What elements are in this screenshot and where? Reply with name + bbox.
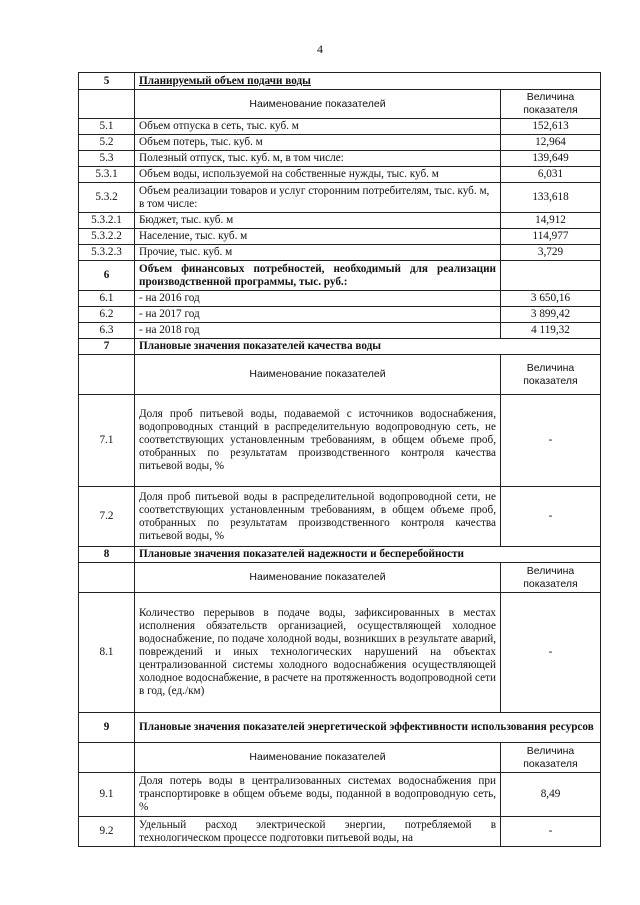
row-name: Доля потерь воды в централизованных системах водоснабжения при транспортировке в общем объеме воды, поданной в водопроводную сеть, % (135, 773, 501, 817)
row-value: 133,618 (501, 183, 601, 213)
table-row (79, 119, 601, 135)
indicators-table (78, 72, 601, 847)
header-name: Наименование показателей (135, 355, 501, 395)
row-number: 5.3 (79, 151, 135, 167)
table-row (79, 487, 601, 547)
header-row (79, 90, 601, 119)
row-value: 3 899,42 (501, 307, 601, 323)
section-title: Планируемый объем подачи воды (135, 73, 601, 90)
table-row (79, 245, 601, 261)
section-number: 5 (79, 73, 135, 90)
header-name: Наименование показателей (135, 563, 501, 593)
header-row (79, 563, 601, 593)
row-name: Прочие, тыс. куб. м (135, 245, 501, 261)
row-value: 8,49 (501, 773, 601, 817)
row-value: 3 650,16 (501, 291, 601, 307)
row-number: 6.2 (79, 307, 135, 323)
row-number: 8.1 (79, 593, 135, 713)
row-number: 5.3.2.3 (79, 245, 135, 261)
section-row (79, 73, 601, 90)
row-name: Количество перерывов в подаче воды, зафиксированных в местах исполнения обязательств организацией, осуществляющей холодное водоснабжение, по подаче холодной воды, возникших в результате аварий, повреждений и иных технологических нарушений на объектах централизованной системы холодного водоснабжения осуществляющей холодное водоснабжение, в расчете на протяженность водопроводной сети в год, (ед./км) (135, 593, 501, 713)
section-number: 7 (79, 339, 135, 355)
row-value: 139,649 (501, 151, 601, 167)
row-name: Бюджет, тыс. куб. м (135, 213, 501, 229)
row-name: Объем отпуска в сеть, тыс. куб. м (135, 119, 501, 135)
table-row (79, 307, 601, 323)
header-value: Величина показателя (501, 355, 601, 395)
row-value: - (501, 395, 601, 487)
page-number: 4 (317, 42, 323, 56)
table-row (79, 151, 601, 167)
section-title: Объем финансовых потребностей, необходимый для реализации производственной программы, тыс. руб.: (135, 261, 501, 291)
header-value: Величина показателя (501, 563, 601, 593)
row-value: - (501, 487, 601, 547)
row-value: 4 119,32 (501, 323, 601, 339)
row-value: 114,977 (501, 229, 601, 245)
table-row (79, 213, 601, 229)
table-row (79, 135, 601, 151)
table-row (79, 183, 601, 213)
header-empty-cell (79, 563, 135, 593)
row-name: Удельный расход электрической энергии, потребляемой в технологическом процессе подготовки питьевой воды, на (135, 817, 501, 847)
row-name: Доля проб питьевой воды, подаваемой с источников водоснабжения, водопроводных станций в распределительную водопроводную сеть, не соответствующих установленным требованиям, в общем объеме проб, отобранных по результатам производственного контроля качества питьевой воды, % (135, 395, 501, 487)
table-row (79, 291, 601, 307)
header-empty-cell (79, 355, 135, 395)
row-value: - (501, 817, 601, 847)
table-row (79, 167, 601, 183)
row-number: 6.3 (79, 323, 135, 339)
row-name: - на 2017 год (135, 307, 501, 323)
row-value: 12,964 (501, 135, 601, 151)
section-number: 6 (79, 261, 135, 291)
row-value: - (501, 593, 601, 713)
section-row (79, 547, 601, 563)
header-name: Наименование показателей (135, 743, 501, 773)
header-row (79, 743, 601, 773)
row-number: 5.3.2.1 (79, 213, 135, 229)
section-number: 9 (79, 713, 135, 743)
header-value: Величина показателя (501, 90, 601, 119)
table-row (79, 395, 601, 487)
row-number: 9.2 (79, 817, 135, 847)
row-name: - на 2016 год (135, 291, 501, 307)
row-name: - на 2018 год (135, 323, 501, 339)
table-row (79, 323, 601, 339)
row-number: 5.1 (79, 119, 135, 135)
row-number: 5.3.1 (79, 167, 135, 183)
table-row (79, 229, 601, 245)
row-name: Объем воды, используемой на собственные нужды, тыс. куб. м (135, 167, 501, 183)
header-value: Величина показателя (501, 743, 601, 773)
row-value: 6,031 (501, 167, 601, 183)
row-name: Доля проб питьевой воды в распределительной водопроводной сети, не соответствующих установленным требованиям, в общем объеме проб, отобранных по результатам производственного контроля качества питьевой воды, % (135, 487, 501, 547)
table-row (79, 817, 601, 847)
table-row (79, 773, 601, 817)
row-number: 9.1 (79, 773, 135, 817)
section-title: Плановые значения показателей энергетической эффективности использования ресурсов (135, 713, 601, 743)
row-number: 5.3.2.2 (79, 229, 135, 245)
row-number: 7.2 (79, 487, 135, 547)
row-number: 7.1 (79, 395, 135, 487)
row-name: Объем реализации товаров и услуг сторонним потребителям, тыс. куб. м, в том числе: (135, 183, 501, 213)
row-value: 152,613 (501, 119, 601, 135)
row-value: 14,912 (501, 213, 601, 229)
row-value: 3,729 (501, 245, 601, 261)
row-number: 6.1 (79, 291, 135, 307)
row-number: 5.2 (79, 135, 135, 151)
header-name: Наименование показателей (135, 90, 501, 119)
row-number: 5.3.2 (79, 183, 135, 213)
section-number: 8 (79, 547, 135, 563)
header-empty-cell (79, 743, 135, 773)
section-row (79, 713, 601, 743)
section-title: Плановые значения показателей надежности и бесперебойности (135, 547, 601, 563)
table-row (79, 593, 601, 713)
row-name: Полезный отпуск, тыс. куб. м, в том числе: (135, 151, 501, 167)
row-name: Объем потерь, тыс. куб. м (135, 135, 501, 151)
header-row (79, 355, 601, 395)
header-empty-cell (79, 90, 135, 119)
section-title: Плановые значения показателей качества воды (135, 339, 601, 355)
section-empty-cell (501, 261, 601, 291)
section-row (79, 339, 601, 355)
row-name: Население, тыс. куб. м (135, 229, 501, 245)
section-row (79, 261, 601, 291)
